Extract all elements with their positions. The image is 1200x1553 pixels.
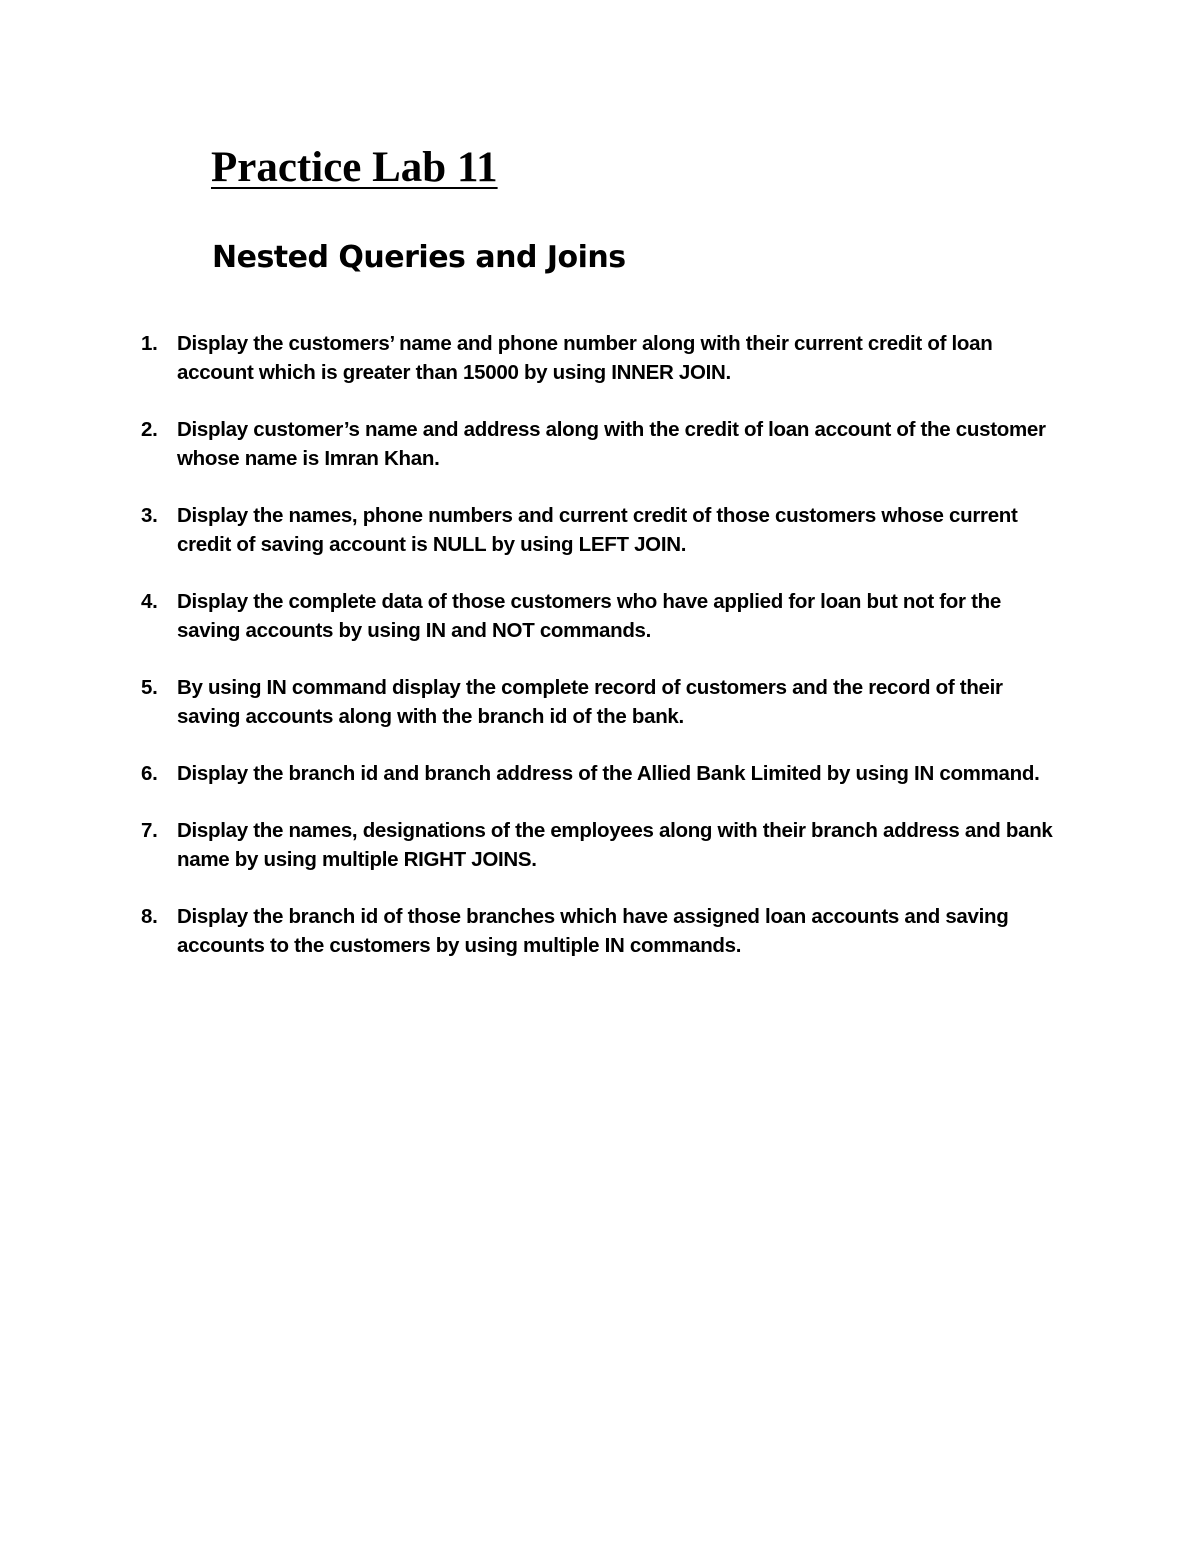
question-text: Display the branch id of those branches which have assigned loan accounts and saving accounts to the customers by using multiple IN commands. bbox=[177, 905, 1009, 957]
question-list bbox=[0, 329, 1200, 988]
question-item bbox=[0, 673, 1077, 731]
question-text: Display the names, designations of the employees along with their branch address and bank name by using multiple RIGHT JOINS. bbox=[177, 819, 1053, 871]
question-item bbox=[0, 902, 1077, 960]
question-number: 3. bbox=[141, 504, 158, 527]
question-text: Display the customers’ name and phone number along with their current credit of loan account which is greater than 15000 by using INNER JOIN. bbox=[177, 332, 993, 384]
question-text: Display the names, phone numbers and current credit of those customers whose current credit of saving account is NULL by using LEFT JOIN. bbox=[177, 504, 1018, 556]
question-item bbox=[0, 759, 1077, 788]
question-item bbox=[0, 415, 1077, 473]
question-number: 8. bbox=[141, 905, 158, 928]
question-item bbox=[0, 587, 1077, 645]
question-number: 5. bbox=[141, 676, 158, 699]
question-number: 4. bbox=[141, 590, 158, 613]
question-item bbox=[0, 329, 1077, 387]
question-item bbox=[0, 816, 1077, 874]
question-item bbox=[0, 501, 1077, 559]
question-number: 6. bbox=[141, 762, 158, 785]
question-number: 1. bbox=[141, 332, 158, 355]
question-text: Display the complete data of those customers who have applied for loan but not for the saving accounts by using IN and NOT commands. bbox=[177, 590, 1001, 642]
page-title: Practice Lab 11 bbox=[211, 144, 498, 191]
question-text: By using IN command display the complete record of customers and the record of their saving accounts along with the branch id of the bank. bbox=[177, 676, 1003, 728]
question-number: 2. bbox=[141, 418, 158, 441]
question-text: Display the branch id and branch address of the Allied Bank Limited by using IN command. bbox=[177, 762, 1040, 785]
question-text: Display customer’s name and address along with the credit of loan account of the customer whose name is Imran Khan. bbox=[177, 418, 1046, 470]
question-number: 7. bbox=[141, 819, 158, 842]
page-subtitle: Nested Queries and Joins bbox=[212, 240, 626, 275]
